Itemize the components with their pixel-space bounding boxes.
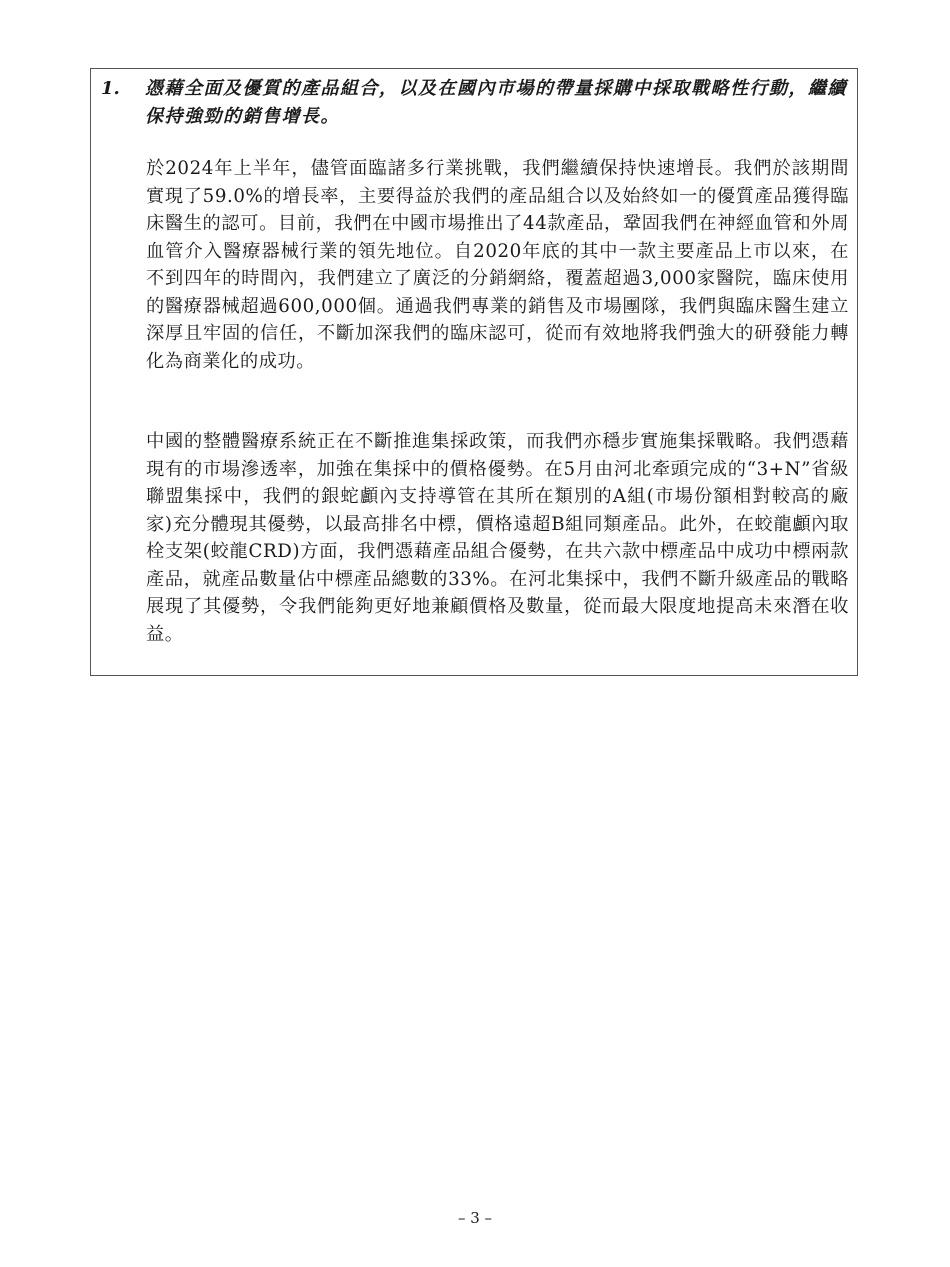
section-number: 1. bbox=[101, 78, 120, 99]
section-heading-text: 憑藉全面及優質的產品組合，以及在國內市場的帶量採購中採取戰略性行動，繼續保持強勁的銷售增長。 bbox=[145, 78, 847, 127]
paragraph-sales-growth: 於2024年上半年，儘管面臨諸多行業挑戰，我們繼續保持快速增長。我們於該期間實現了59.0%的增長率，主要得益於我們的產品組合以及始終如一的優質產品獲得臨床醫生的認可。目前，我們在中國市場推出了44款產品，鞏固我們在神經血管和外周血管介入醫療器械行業的領先地位。自2020年底的其中一款主要產品上市以來，在不到四年的時間內，我們建立了廣泛的分銷網絡，覆蓋超過3,000家醫院，臨床使用的醫療器械超過600,000個。通過我們專業的銷售及市場團隊，我們與臨床醫生建立深厚且牢固的信任，不斷加深我們的臨床認可，從而有效地將我們強大的研發能力轉化為商業化的成功。 bbox=[146, 158, 849, 372]
page-number: – 3 – bbox=[457, 1209, 493, 1227]
section-box bbox=[90, 68, 858, 676]
paragraph-procurement-strategy: 中國的整體醫療系統正在不斷推進集採政策，而我們亦穩步實施集採戰略。我們憑藉現有的市場滲透率，加強在集採中的價格優勢。在5月由河北牽頭完成的“3+N”省級聯盟集採中，我們的銀蛇顱內支持導管在其所在類別的A組(市場份額相對較高的廠家)充分體現其優勢，以最高排名中標，價格遠超B組同類產品。此外，在蛟龍顱內取栓支架(蛟龍CRD)方面，我們憑藉產品組合優勢，在共六款中標產品中成功中標兩款產品，就產品數量佔中標產品總數的33%。在河北集採中，我們不斷升級產品的戰略展現了其優勢，令我們能夠更好地兼顧價格及數量，從而最大限度地提高未來潛在收益。 bbox=[146, 431, 849, 645]
